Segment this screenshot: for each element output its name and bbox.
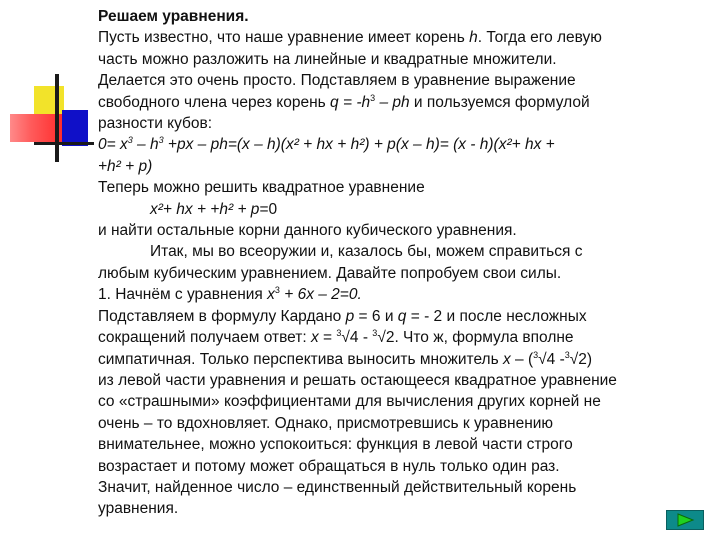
text-fragment: и после несложных [442, 307, 587, 325]
text-line: разности кубов: [98, 115, 213, 133]
text-fragment: √4 - [341, 329, 373, 347]
text-fragment: свободного члена через корень [98, 93, 331, 111]
superscript: 3 [533, 349, 539, 360]
math-fragment: p [345, 307, 355, 325]
text-line: уравнения. [98, 500, 179, 518]
text-fragment: = - 2 [406, 307, 443, 325]
math-fragment: x [502, 350, 511, 368]
text-line [98, 349, 710, 370]
math-fragment: x [310, 329, 319, 347]
superscript: 3 [564, 349, 570, 360]
text-line: со «страшными» коэффициентами для вычисления других корней не [98, 393, 601, 411]
math-fragment: q = -h [330, 93, 371, 111]
text-line [98, 306, 710, 327]
logo-blue-block [62, 110, 88, 146]
formula-line: +h² + p) [98, 157, 153, 175]
text-fragment: . Тогда его левую [477, 29, 602, 47]
superscript: 3 [274, 285, 280, 296]
text-line: любым кубическим уравнением. Давайте попробуем свои силы. [98, 264, 562, 282]
text-fragment: √2) [569, 350, 593, 368]
text-fragment: = 6 и [354, 307, 398, 325]
math-fragment: q [397, 307, 407, 325]
text-fragment: = [318, 329, 337, 347]
superscript: 3 [372, 328, 378, 339]
math-fragment: h [469, 29, 478, 47]
text-line: Значит, найденное число – единственный действительный корень [98, 478, 577, 496]
math-fragment: – ph [375, 93, 410, 111]
superscript: 3 [336, 328, 342, 339]
text-fragment: и пользуемся формулой [409, 93, 590, 111]
text-line [98, 27, 710, 48]
text-line [98, 327, 710, 348]
text-fragment: Пусть известно, что наше уравнение имеет корень [98, 29, 470, 47]
math-fragment: x [267, 286, 275, 304]
text-fragment: 1. Начнём с уравнения [98, 286, 268, 304]
text-fragment: – ( [510, 350, 534, 368]
formula-line [98, 134, 710, 155]
superscript: 3 [158, 135, 164, 146]
arrow-right-icon [667, 511, 703, 529]
next-slide-arrow-icon[interactable] [666, 510, 704, 530]
text-line: из левой части уравнения и решать остающееся квадратное уравнение [98, 371, 617, 389]
text-line [98, 92, 710, 113]
text-line: возрастает и потому может обращаться в нуль только один раз. [98, 457, 560, 475]
logo-vertical-line [55, 74, 59, 162]
text-fragment: √4 - [538, 350, 565, 368]
text-fragment: Подставляем в формулу Кардано [98, 307, 346, 325]
math-fragment: x²+ hx + +h² + p [150, 200, 260, 218]
text-line: и найти остальные корни данного кубического уравнения. [98, 222, 517, 240]
logo-horizontal-line [34, 142, 94, 145]
text-fragment: симпатичная. Только перспектива выносить множитель [98, 350, 503, 368]
text-line: часть можно разложить на линейные и квадратные множители. [98, 50, 557, 68]
math-fragment: – h [132, 136, 159, 154]
text-line: Делается это очень просто. Подставляем в уравнение выражение [98, 72, 576, 90]
text-line [98, 284, 710, 305]
text-fragment: =0 [259, 200, 278, 218]
text-fragment: √2. Что ж, формула вполне [377, 329, 574, 347]
superscript: 3 [370, 92, 376, 103]
superscript: 3 [127, 135, 133, 146]
text-line: очень – то вдохновляет. Однако, присмотревшись к уравнению [98, 414, 554, 432]
text-line: Теперь можно решить квадратное уравнение [98, 179, 425, 197]
math-fragment: +px – ph=(x – h)(x² + hx + h²) + p(x – h)= (x - h)(x²+ hx + [163, 136, 555, 154]
math-fragment: + 6x – 2=0. [279, 286, 362, 304]
text-fragment: сокращений получаем ответ: [98, 329, 311, 347]
math-fragment: 0= x [98, 136, 128, 154]
slide-title: Решаем уравнения. [98, 8, 249, 25]
formula-line [98, 199, 710, 220]
text-line: внимательнее, можно успокоиться: функция в левой части строго [98, 436, 573, 454]
text-line: Итак, мы во всеоружии и, казалось бы, можем справиться с [150, 243, 583, 261]
slide-text [98, 6, 710, 520]
